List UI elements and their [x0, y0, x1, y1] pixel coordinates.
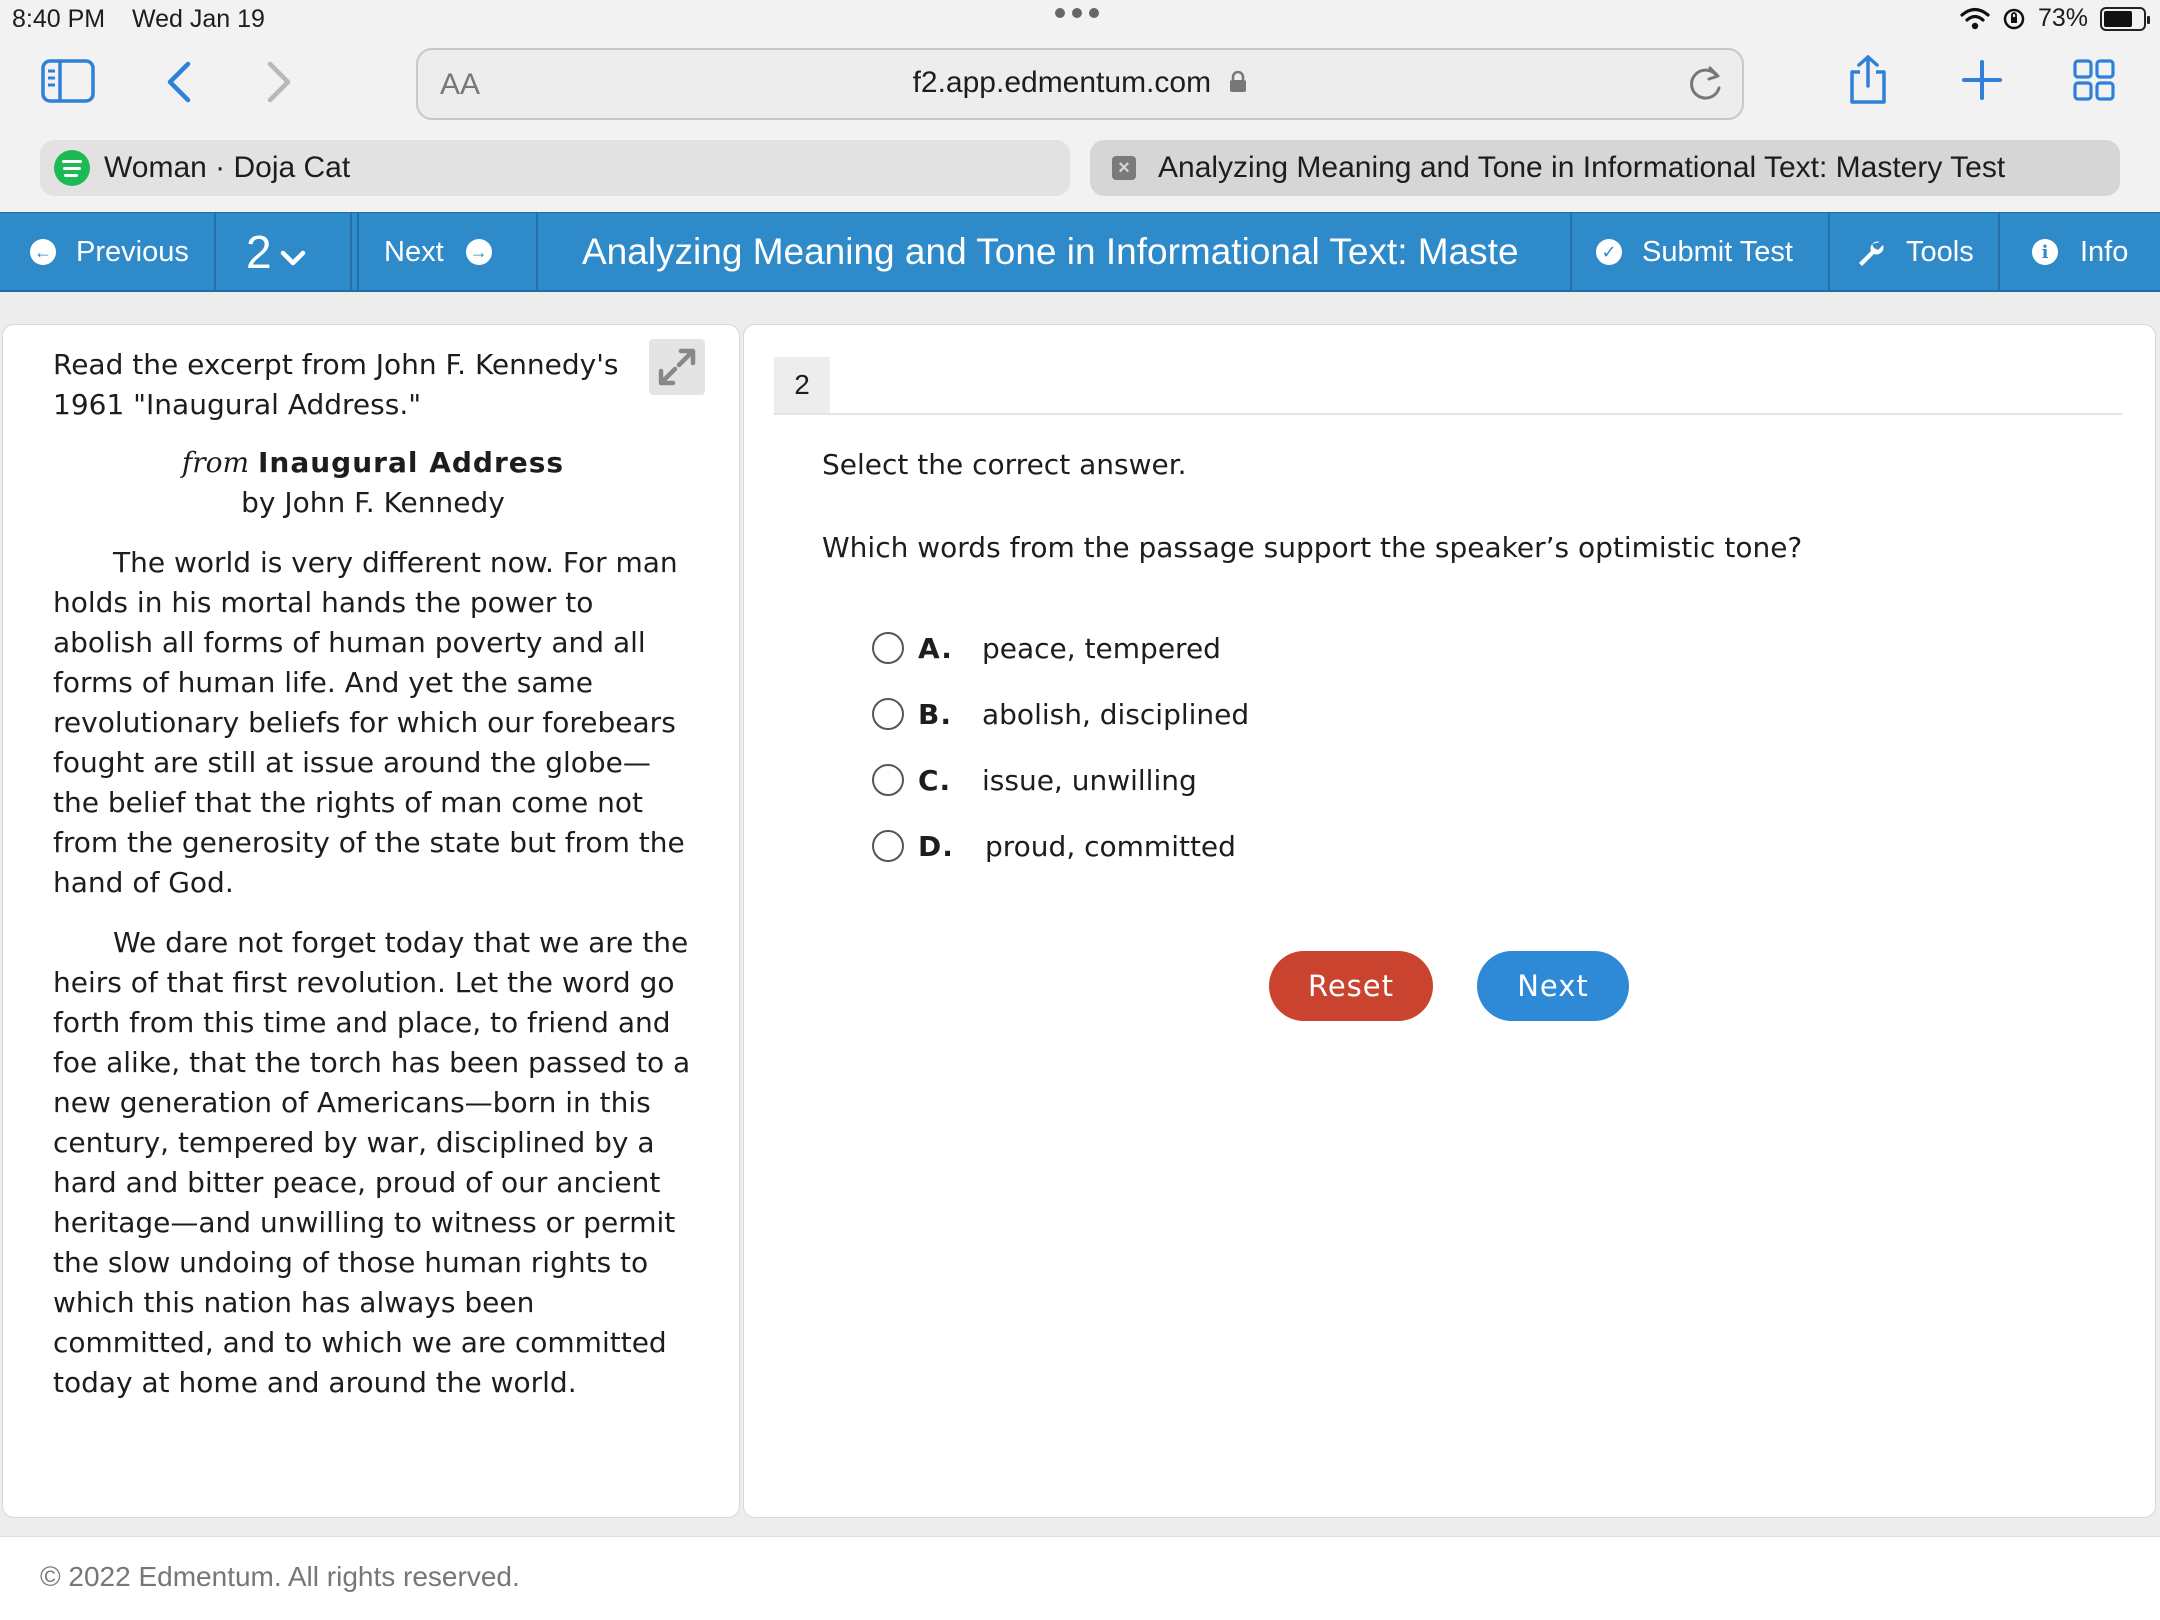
wifi-icon — [1960, 7, 1990, 31]
answer-choice-a[interactable] — [872, 623, 1221, 673]
passage-paragraph: The world is very different now. For man holds in his mortal hands the power to abolish all forms of human poverty and all forms of human life. And yet the same revolutionary beliefs for which our forebears fought are still at issue around the globe—the belief that the rights of man come not from the generosity of the state but from the hand of God. — [53, 546, 685, 899]
info-label: Info — [2080, 235, 2129, 268]
question-prompt: Select the correct answer. — [822, 448, 1187, 481]
copyright-text: © 2022 Edmentum. All rights reserved. — [40, 1561, 520, 1592]
submit-test-label: Submit Test — [1642, 235, 1793, 268]
choice-letter: C. — [918, 763, 952, 797]
arrow-left-circle-icon: ← — [30, 239, 56, 265]
chevron-down-icon — [280, 249, 306, 267]
info-button[interactable] — [2032, 213, 2128, 291]
passage — [53, 345, 693, 1403]
battery-percent: 73% — [2037, 4, 2088, 32]
sidebar-toggle-icon[interactable] — [40, 58, 96, 104]
choice-text: abolish, disciplined — [982, 697, 1250, 731]
back-icon[interactable] — [164, 60, 194, 104]
next-nav-button[interactable] — [384, 213, 492, 291]
tools-label: Tools — [1906, 235, 1974, 268]
choice-text: issue, unwilling — [982, 763, 1197, 797]
forward-icon[interactable] — [264, 60, 294, 104]
passage-intro: Read the excerpt from John F. Kennedy's 1961 "Inaugural Address." — [53, 348, 619, 421]
reload-icon[interactable] — [1686, 64, 1724, 109]
spotify-icon — [54, 150, 90, 186]
choice-text: proud, committed — [985, 829, 1236, 863]
close-icon[interactable]: × — [1112, 156, 1136, 180]
orientation-lock-icon — [2002, 7, 2026, 31]
tab-title: Woman · Doja Cat — [104, 151, 351, 184]
tab-spotify[interactable] — [40, 140, 1070, 196]
share-icon[interactable] — [1846, 54, 1890, 106]
choice-letter: D. — [918, 829, 954, 863]
answer-choice-b[interactable] — [872, 689, 1249, 739]
status-time: 8:40 PM — [12, 5, 106, 33]
tab-mastery-test[interactable] — [1090, 140, 2120, 196]
check-circle-icon: ✓ — [1596, 239, 1622, 265]
question-panel — [743, 324, 2156, 1518]
submit-test-button[interactable] — [1596, 213, 1793, 291]
choice-text: peace, tempered — [982, 631, 1221, 665]
text-size-button[interactable]: AA — [440, 68, 481, 101]
question-selector[interactable] — [246, 213, 306, 291]
passage-title: Inaugural Address — [257, 446, 565, 479]
wrench-icon — [1856, 238, 1884, 266]
multitasking-dots-icon[interactable] — [1055, 8, 1099, 18]
previous-label: Previous — [76, 235, 189, 268]
status-bar — [0, 0, 2160, 40]
reset-button[interactable]: Reset — [1269, 951, 1433, 1021]
url-text: f2.app.edmentum.com — [912, 66, 1212, 99]
lock-icon — [1229, 71, 1247, 93]
new-tab-icon[interactable] — [1962, 60, 2002, 100]
answer-choice-d[interactable] — [872, 821, 1236, 871]
radio-button[interactable] — [872, 830, 904, 862]
passage-panel[interactable] — [2, 324, 740, 1518]
tab-strip — [0, 130, 2160, 212]
tools-button[interactable] — [1856, 213, 1974, 291]
answer-choice-c[interactable] — [872, 755, 1197, 805]
footer — [0, 1536, 2160, 1620]
address-text[interactable] — [418, 66, 1742, 100]
info-circle-icon: i — [2032, 239, 2058, 265]
passage-from: from — [181, 446, 250, 479]
test-title: Analyzing Meaning and Tone in Informational Text: Maste — [582, 231, 1519, 272]
question-text: Which words from the passage support the speaker’s optimistic tone? — [822, 531, 1803, 564]
passage-paragraph: We dare not forget today that we are the heirs of that first revolution. Let the word go forth from this time and place, to friend and foe alike, that the torch has been passed to a new generation of Americans—born in this century, tempered by war, disciplined by a hard and bitter peace, proud of our ancient heritage—and unwilling to witness or permit the slow undoing of those human rights to which this nation has always been committed, and to which we are committed today at home and around the world. — [53, 926, 691, 1399]
question-number-badge: 2 — [774, 357, 830, 413]
passage-author: by John F. Kennedy — [241, 486, 505, 519]
battery-icon — [2100, 7, 2146, 31]
tab-overview-icon[interactable] — [2072, 58, 2116, 102]
question-number: 2 — [246, 226, 272, 278]
previous-button[interactable] — [30, 213, 189, 291]
status-indicators — [1960, 4, 2146, 33]
choice-letter: A. — [918, 631, 953, 665]
radio-button[interactable] — [872, 632, 904, 664]
divider — [774, 413, 2122, 415]
expand-icon[interactable] — [649, 339, 705, 395]
passage-title-line — [53, 443, 693, 483]
next-nav-label: Next — [384, 235, 444, 268]
status-date: Wed Jan 19 — [132, 5, 265, 33]
test-navbar — [0, 212, 2160, 292]
radio-button[interactable] — [872, 698, 904, 730]
choice-letter: B. — [918, 697, 952, 731]
next-button[interactable]: Next — [1477, 951, 1629, 1021]
radio-button[interactable] — [872, 764, 904, 796]
tab-title: Analyzing Meaning and Tone in Informational Text: Mastery Test — [1158, 151, 2006, 184]
arrow-right-circle-icon: → — [466, 239, 492, 265]
address-bar[interactable] — [416, 48, 1744, 120]
